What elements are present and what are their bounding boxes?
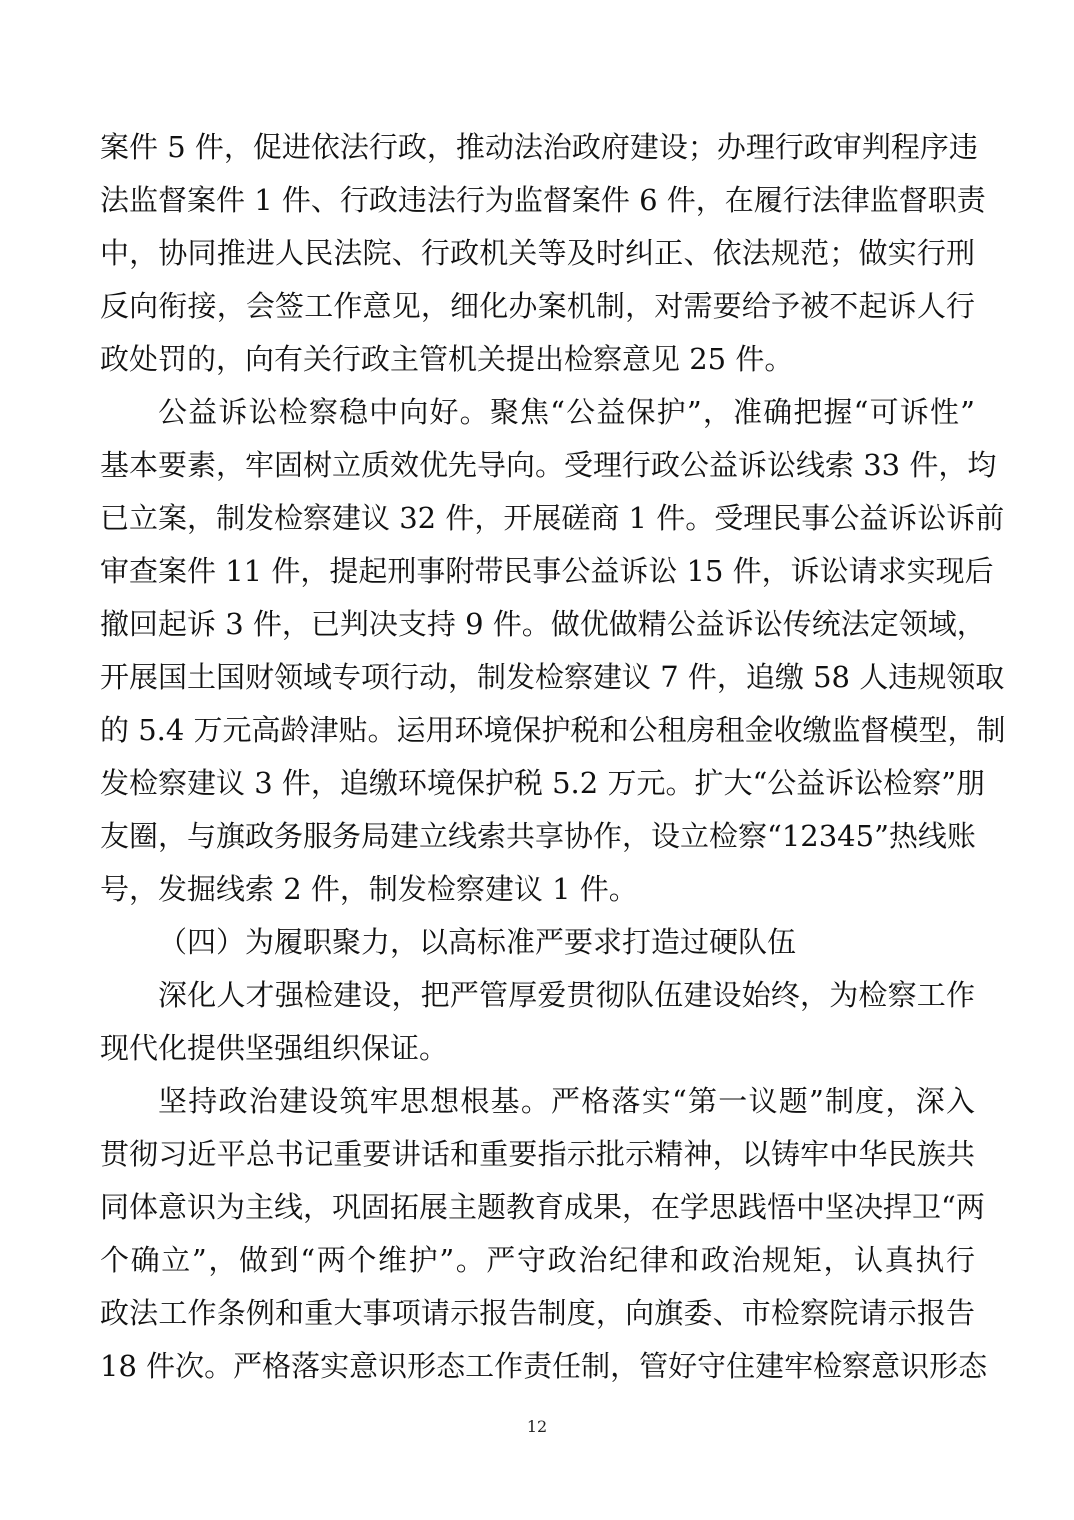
text-line: 法监督案件 1 件、行政违法行为监督案件 6 件，在履行法律监督职责: [100, 183, 986, 217]
text-line: 贯彻习近平总书记重要讲话和重要指示批示精神，以铸牢中华民族共: [100, 1137, 975, 1171]
text-line: 现代化提供坚强组织保证。: [100, 1031, 449, 1065]
text-line: 案件 5 件，促进依法行政，推动法治政府建设；办理行政审判程序违: [100, 130, 978, 164]
page-number: 12: [526, 1417, 548, 1436]
text-line: 已立案，制发检察建议 32 件，开展磋商 1 件。受理民事公益诉讼诉前: [100, 501, 1005, 535]
text-line: 基本要素，牢固树立质效优先导向。受理行政公益诉讼线索 33 件，均: [100, 448, 997, 482]
section-heading: （四）为履职聚力，以高标准严要求打造过硬队伍: [158, 925, 797, 959]
text-line: 撤回起诉 3 件，已判决支持 9 件。做优做精公益诉讼传统法定领域，: [100, 607, 986, 641]
text-line: 政处罚的，向有关行政主管机关提出检察意见 25 件。: [100, 342, 794, 376]
text-line: 发检察建议 3 件，追缴环境保护税 5.2 万元。扩大“公益诉讼检察”朋: [100, 766, 986, 800]
paragraph-heading-line: 坚持政治建设筑牢思想根基。严格落实“第一议题”制度，深入: [158, 1084, 975, 1118]
text-line: 18 件次。严格落实意识形态工作责任制，管好守住建牢检察意识形态: [100, 1349, 988, 1383]
text-line: 审查案件 11 件，提起刑事附带民事公益诉讼 15 件，诉讼请求实现后: [100, 554, 994, 588]
text-line: 同体意识为主线，巩固拓展主题教育成果，在学思践悟中坚决捍卫“两: [100, 1190, 985, 1224]
text-line: 中，协同推进人民法院、行政机关等及时纠正、依法规范；做实行刑: [100, 236, 975, 270]
text-line: 友圈，与旗政务服务局建立线索共享协作，设立检察“12345”热线账: [100, 819, 976, 853]
text-line: 政法工作条例和重大事项请示报告制度，向旗委、市检察院请示报告: [100, 1296, 975, 1330]
paragraph-heading-line: 公益诉讼检察稳中向好。聚焦“公益保护”，准确把握“可诉性”: [158, 395, 975, 429]
text-line: 的 5.4 万元高龄津贴。运用环境保护税和公租房租金收缴监督模型，制: [100, 713, 1006, 747]
text-line: 反向衔接，会签工作意见，细化办案机制，对需要给予被不起诉人行: [100, 289, 975, 323]
text-line: 开展国土国财领域专项行动，制发检察建议 7 件，追缴 58 人违规领取: [100, 660, 1005, 694]
text-line: 号，发掘线索 2 件，制发检察建议 1 件。: [100, 872, 638, 906]
text-line: 深化人才强检建设，把严管厚爱贯彻队伍建设始终，为检察工作: [158, 978, 975, 1012]
text-line: 个确立”，做到“两个维护”。严守政治纪律和政治规矩，认真执行: [100, 1243, 975, 1277]
